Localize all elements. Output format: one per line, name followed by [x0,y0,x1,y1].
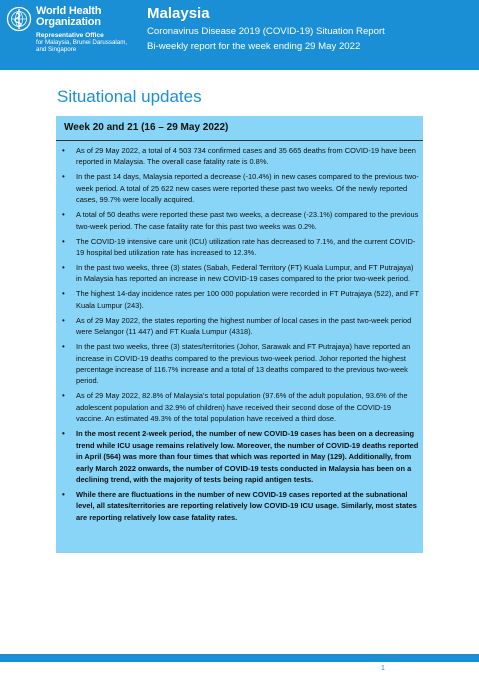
representative-office [36,32,136,53]
bullet-list [59,145,419,527]
bullet-item-highlight: • In the most recent 2-week period, the number of new COVID-19 cases has been on a decreasing trend while ICU usage remains relatively low. Moreover, the number of COVID-19 deaths reported in April (564) was more than four times that which was reported in May (129). Additionally, from early March 2022 onwards, the number of COVID-19 tests conducted in Malaysia has been on a declining trend, with the majority of tests being rapid antigen tests. [59,428,419,485]
page-number: 1 [381,665,385,672]
office-line-1: Representative Office [36,32,104,39]
panel-heading: Week 20 and 21 (16 – 29 May 2022) [64,122,229,133]
office-line-2: for Malaysia, Brunei Darussalam, [36,39,128,46]
section-title: Situational updates [57,87,202,106]
who-emblem-icon [6,6,32,32]
bullet-item: • In the past 14 days, Malaysia reported a decrease (-10.4%) in new cases compared to the previous two-week period. A total of 25 622 new cases were reported these past two weeks. Of the newly reported cases, 99.7% were locally acquired. [59,171,419,205]
report-header [0,0,479,70]
bullet-item: • In the past two weeks, three (3) states (Sabah, Federal Territory (FT) Kuala Lumpur, and FT Putrajaya) in Malaysia has reported an increase in new COVID-19 cases compared to the prior two-week period. [59,262,419,285]
bullet-item: • A total of 50 deaths were reported these past two weeks, a decrease (-23.1%) compared to the previous two-week period. The case fatality rate for this past two weeks was 0.2%. [59,209,419,232]
footer-bar [0,654,479,662]
bullet-item-highlight: • While there are fluctuations in the number of new COVID-19 cases reported at the subnational level, all states/territories are reporting relatively low COVID-19 ICU usage. Similarly, most states are reporting relatively low case fatality rates. [59,489,419,523]
bullet-item: • As of 29 May 2022, 82.8% of Malaysia’s total population (97.6% of the adult population, 93.6% of the adolescent population and 32.9% of children) have received their second dose of the COVID-19 vaccine. An estimated 49.3% of the total population have received a third dose. [59,390,419,424]
bullet-item: • The highest 14-day incidence rates per 100 000 population were recorded in FT Putrajaya (522), and FT Kuala Lumpur (243). [59,288,419,311]
summary-panel [56,116,423,553]
country-title: Malaysia [147,5,210,22]
bullet-item: • In the past two weeks, three (3) states/territories (Johor, Sarawak and FT Putrajaya) have reported an increase in COVID-19 deaths compared to the previous two-week period. Johor reported the highest percentage increase of 116.7% increase and a total of 13 deaths compared to the previous two-week period. [59,341,419,387]
bullet-item: • The COVID-19 intensive care unit (ICU) utilization rate has decreased to 7.1%, and the current COVID-19 hospital bed utilization rate has increased to 12.3%. [59,236,419,259]
report-title: Coronavirus Disease 2019 (COVID-19) Situation Report [147,26,385,37]
bullet-item: • As of 29 May 2022, a total of 4 503 734 confirmed cases and 35 665 deaths from COVID-19 have been reported in Malaysia. The overall case fatality rate is 0.8%. [59,145,419,168]
office-line-3: and Singapore [36,46,77,53]
org-name-line-2: Organization [36,16,101,28]
report-subtitle: Bi-weekly report for the week ending 29 May 2022 [147,41,361,52]
organization-name [36,6,131,28]
bullet-item: • As of 29 May 2022, the states reporting the highest number of local cases in the past two-week period were Selangor (11 447) and FT Kuala Lumpur (4318). [59,315,419,338]
panel-divider [56,140,423,141]
org-name-line-1: World Health [36,5,102,17]
